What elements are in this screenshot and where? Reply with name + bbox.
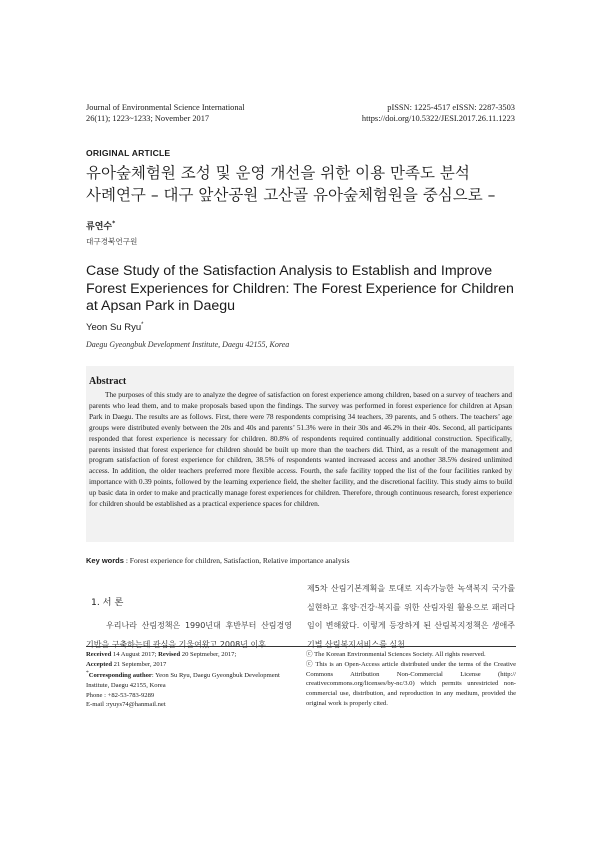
korean-author-mark: * [112,220,116,227]
korean-author [86,219,115,232]
issn-numbers: pISSN: 1225-4517 eISSN: 2287-3503 [387,103,515,112]
copyright-notice: ⓒ The Korean Environmental Sciences Society. All rights reserved. [306,651,486,658]
footer-copyright-license [306,650,516,709]
article-type-label: ORIGINAL ARTICLE [86,148,171,158]
body-column-right: 제5차 산림기본계획을 토대로 지속가능한 녹색복지 국가를 실현하고 휴양·건강·복지를 위한 산림자원 활용으로 패러다임이 변해왔다. 이렇게 등장하게 된 산림복지정책은 생애주기별 산림복지서비스를 실천 [307,584,515,649]
received-revised-line [86,650,296,660]
phone-number: Phone : +82-53-783-9289 [86,691,155,699]
keywords-text: : Forest experience for children, Satisfaction, Relative importance analysis [123,556,350,565]
revised-date: 20 Septmeber, 2017; [180,651,237,658]
volume-issue-pages: 26(11); 1223~1233; November 2017 [86,113,210,123]
journal-header-right [362,103,515,124]
journal-name: Journal of Environmental Science International [86,103,245,112]
accepted-line [86,660,296,670]
korean-title [86,162,526,206]
journal-header-left [86,103,245,124]
accepted-date: 21 September, 2017 [112,660,167,668]
korean-affiliation: 대구경북연구원 [86,237,138,246]
doi-link[interactable]: https://doi.org/10.5322/JESI.2017.26.11.1223 [361,113,515,123]
korean-title-line-2: 사례연구 – 대구 앞산공원 고산골 유아숲체험원을 중심으로 – [86,186,496,204]
corresponding-author [86,669,296,690]
section-heading-introduction: 1. 서 론 [91,597,124,608]
keywords [86,556,516,565]
received-label: Received [86,651,112,658]
english-author-name: Yeon Su Ryu [86,322,142,334]
body-column-left: 우리나라 산림정책은 1990년대 후반부터 산림경영 기반을 구축하는데 관심을 기울여왔고 2008년 이후 [86,621,292,649]
korean-title-line-1: 유아숲체험원 조성 및 운영 개선을 위한 이용 만족도 분석 [86,164,470,182]
corresponding-label: Corresponding author [88,672,152,680]
corresponding-text: : Yeon Su Ryu, Daegu Gyeongbuk Development Institute, Daegu 42155, Korea [86,672,280,689]
abstract-text: The purposes of this study are to analyze the degree of satisfaction on forest experience among children, based on a survey of teachers and parents who lead them, and to make proposals based upon the findings. The survey was performed in forest experience for children at Apsan Park in Daegu. The results are as follows. First, there were 78 respondents comprising 34 teachers, 39 parents, and 5 others. The teachers’ age groups were distributed evenly between the 20s and 40s and parents’ 51.3% were in their 30s and 46.2% in their 40s. Second, all participants responded that forest experience is necessary for children. 80.8% of respondents required continually additional construction. Specifically, parents insisted that forest experience for children should be built up more than the teachers did. Third, as a result of the management and program satisfaction of forest experience for children, 38.5% of respondents wanted increased access and another 38.5% desired unlimited access. In addition, the older teachers preferred more flexible access. Fourth, the safe facility topped the list of the four facilities ranked by importance with 0.39 points, followed by the learning experience field, the shelter facility, and the discretional facility. This study aims to build up basic data in order to make and practically manage forest experiences for children. Therefore, through continuous research, forest experience for children should be established as a practical experience spaces for children. [89,390,512,509]
footer-dates-contact [86,650,296,710]
english-affiliation: Daegu Gyeongbuk Development Institute, Daegu 42155, Korea [86,340,290,349]
email-address[interactable]: E-mail :ryuys74@hanmail.net [86,701,166,709]
abstract-box [86,366,514,542]
license-notice: ⓒ This is an Open-Access article distributed under the terms of the Creative Commons Attribution Non-Commercial License (http:// creativecommons.org/licenses/by-nc/3.0) which permits unrestricted non-commercial use, distribution, and reproduction in any medium, provided the original work is properly cited. [306,660,516,707]
accepted-label: Accepted [86,660,112,668]
revised-label: Revised [158,651,181,658]
english-author-mark: * [141,322,144,328]
abstract-heading: Abstract [89,376,127,387]
korean-author-name: 류연수 [86,222,113,232]
received-date: 14 August 2017; [111,651,159,658]
keywords-label: Key words [86,556,124,565]
corresponding-mark: * [86,670,89,677]
english-title: Case Study of the Satisfaction Analysis to Establish and Improve Forest Experiences for Children: The Forest Experience for Children at Apsan Park in Daegu [86,263,514,314]
english-author [86,322,143,333]
footer-divider [86,646,516,647]
